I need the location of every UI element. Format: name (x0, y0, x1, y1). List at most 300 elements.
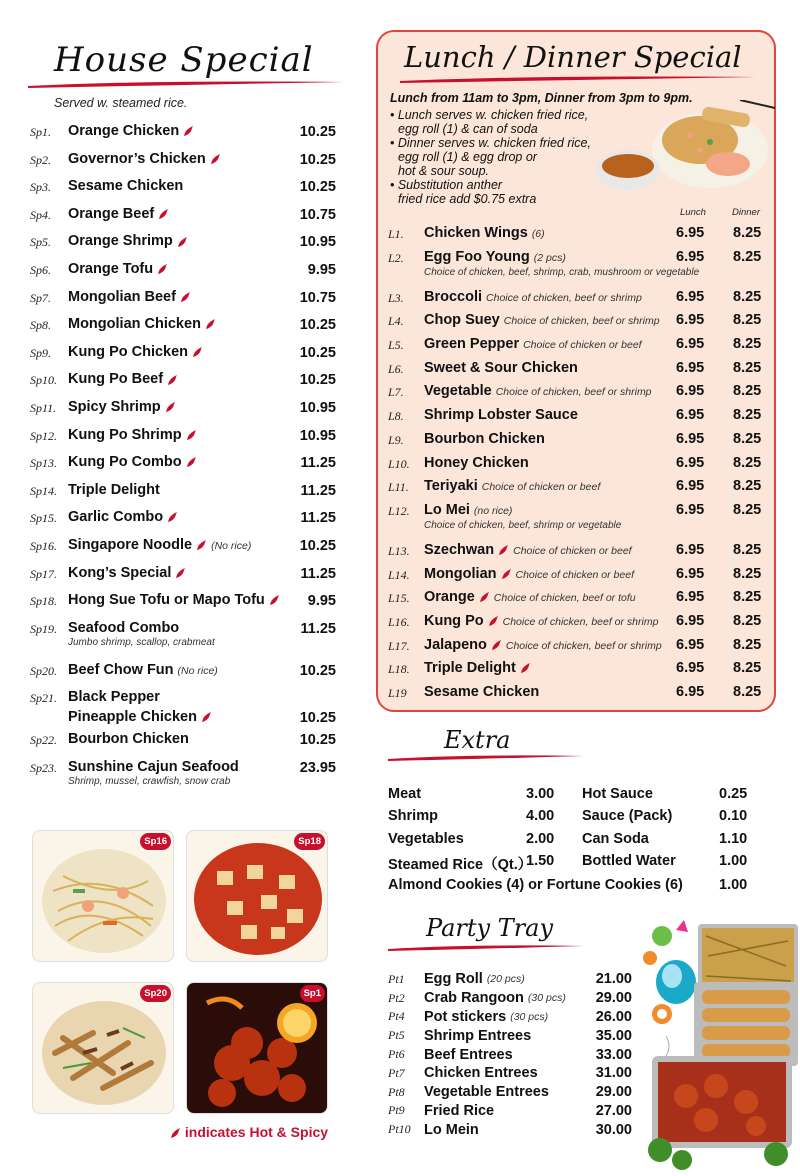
item-code: L9. (388, 432, 404, 447)
lunch-price: 6.95 (676, 660, 705, 677)
hot-spicy-pepper-icon (157, 208, 169, 220)
lunch-dinner-item (388, 563, 764, 587)
item-body (68, 286, 336, 306)
extra-title: Extra (444, 726, 511, 754)
lunch-price: 6.95 (676, 359, 705, 376)
singapore-noodle-photo-icon (33, 831, 174, 962)
dinner-price: 8.25 (733, 454, 762, 471)
lunch-dinner-item (388, 634, 764, 658)
item-code: Sp10. (30, 373, 57, 388)
dinner-price: 8.25 (733, 684, 762, 700)
lunch-dinner-item (388, 586, 764, 610)
title-underline-swoosh (386, 942, 586, 954)
party-tray-item (388, 1064, 632, 1083)
item-note: Choice of chicken, beef or shrimp (486, 291, 642, 304)
item-name-line (68, 286, 336, 306)
item-name-line (68, 396, 336, 416)
item-code: Sp5. (30, 235, 51, 250)
item-code: Pt5 (388, 1028, 405, 1043)
item-note: Choice of chicken, beef or shrimp (502, 615, 659, 628)
item-name: Sesame Chicken (424, 684, 540, 700)
item-note: (no rice) (473, 504, 513, 517)
item-price: 10.25 (299, 317, 336, 334)
item-code: Sp19. (30, 621, 57, 636)
item-price: 10.25 (299, 344, 336, 361)
dinner-price: 8.25 (733, 636, 762, 653)
house-special-item (30, 756, 336, 798)
extra-item (388, 831, 464, 847)
item-note: (30 pcs) (527, 992, 566, 1005)
house-special-item (30, 424, 336, 452)
item-code: L14. (388, 567, 410, 582)
lunch-combo-photo-icon (590, 100, 776, 200)
item-code: Pt9 (388, 1103, 405, 1118)
item-code: Sp4. (30, 207, 51, 222)
item-code: Sp7. (30, 290, 51, 305)
house-special-item (30, 396, 336, 424)
photo-orange-chicken (186, 982, 328, 1114)
item-code: L16. (388, 614, 410, 629)
house-special-item (30, 686, 336, 728)
party-tray-photo-icon (636, 906, 800, 1176)
item-name: Shrimp Entrees (424, 1027, 532, 1044)
house-special-item (30, 534, 336, 562)
item-price: 35.00 (595, 1027, 632, 1044)
item-body (424, 380, 764, 401)
house-special-item (30, 203, 336, 231)
extra-item-price: 1.00 (719, 877, 748, 893)
item-body (424, 357, 764, 377)
note-line: egg roll (1) & can of soda (398, 122, 538, 136)
party-tray-item (388, 970, 632, 989)
item-name: Bourbon Chicken (68, 731, 189, 748)
item-price: 23.95 (299, 759, 336, 776)
item-note: Choice of chicken, beef or tofu (493, 592, 636, 605)
extra-item-name: Hot Sauce (582, 786, 653, 802)
item-note: (20 pcs) (486, 973, 525, 986)
item-code: L7. (388, 385, 404, 400)
item-price: 10.75 (299, 289, 336, 306)
item-name: Kung Po Chicken (68, 343, 189, 360)
hot-spicy-pepper-icon (191, 346, 203, 358)
item-name: Kung Po Combo (68, 454, 182, 471)
house-special-item (30, 313, 336, 341)
item-note: Choice of chicken or beef (513, 544, 632, 557)
item-name: Teriyaki (424, 478, 478, 495)
item-name: Garlic Combo (68, 509, 164, 526)
lunch-price: 6.95 (676, 248, 705, 265)
note-line: fried rice add $0.75 extra (398, 192, 537, 206)
item-code: Sp15. (30, 511, 57, 526)
item-name-line (68, 617, 336, 637)
extra-item-name: Shrimp (388, 808, 438, 824)
item-code: Sp18. (30, 594, 57, 609)
item-description: Choice of chicken, beef, shrimp, crab, mushroom or vegetable (424, 266, 700, 278)
item-code: Sp23. (30, 760, 57, 775)
house-special-item (30, 659, 336, 687)
orange-chicken-photo-icon (187, 983, 328, 1114)
item-code: Pt6 (388, 1047, 405, 1062)
hot-spicy-pepper-icon (195, 539, 207, 551)
item-name-line (68, 120, 336, 140)
item-name: Sesame Chicken (68, 178, 184, 195)
item-price: 21.00 (595, 971, 632, 988)
note-line: hot & sour soup. (398, 164, 490, 178)
house-special-item (30, 451, 336, 479)
item-price: 11.25 (300, 455, 336, 472)
extra-item-price: 1.00 (719, 853, 748, 869)
item-description: Choice of chicken, beef, shrimp or vegetable (424, 519, 622, 531)
item-code: L15. (388, 591, 410, 606)
item-name: Kung Po (424, 612, 484, 629)
lunch-dinner-item (388, 610, 764, 634)
item-name: Triple Delight (424, 660, 516, 677)
item-name-line (68, 341, 336, 361)
hot-spicy-pepper-icon (185, 429, 197, 441)
item-name: Jalapeno (424, 636, 487, 653)
item-name-line (68, 368, 336, 388)
item-price: 9.95 (307, 593, 336, 610)
dinner-price: 8.25 (733, 565, 762, 582)
extra-item (388, 853, 532, 874)
extra-item-price: 0.10 (719, 808, 748, 824)
extra-item (582, 786, 653, 802)
house-special-item (30, 479, 336, 507)
item-body (68, 120, 336, 140)
lunch-column-header: Lunch (680, 207, 706, 218)
item-body (68, 368, 336, 388)
dinner-price: 8.25 (733, 248, 762, 265)
hot-spicy-pepper-icon (490, 639, 502, 651)
lunch-price: 6.95 (676, 288, 705, 305)
house-special-item (30, 258, 336, 286)
item-name-line (68, 562, 336, 582)
item-name: Green Pepper (424, 336, 520, 353)
item-code: Pt2 (388, 990, 405, 1005)
item-name: Shrimp Lobster Sauce (424, 407, 578, 424)
item-code: Pt4 (388, 1009, 405, 1024)
item-name-line (424, 404, 764, 424)
hot-spicy-legend (166, 1124, 328, 1140)
item-price: 11.25 (300, 510, 336, 527)
dinner-price: 8.25 (733, 407, 762, 424)
lunch-price: 6.95 (676, 541, 705, 558)
item-name-line (68, 175, 336, 195)
lunch-price: 6.95 (676, 478, 705, 495)
party-tray-item (388, 989, 632, 1008)
item-body (424, 634, 764, 655)
item-name: Mongolian Chicken (68, 316, 201, 333)
item-name: Lo Mei (424, 501, 470, 518)
item-body (68, 451, 336, 471)
item-name: Szechwan (424, 541, 495, 558)
party-tray-item (388, 1102, 632, 1121)
item-body (68, 617, 336, 649)
item-code: Sp9. (30, 345, 51, 360)
item-name-line (424, 586, 764, 607)
hot-spicy-legend-text: indicates Hot & Spicy (184, 1124, 329, 1140)
extra-item-price: 3.00 (526, 786, 555, 802)
extra-item (582, 808, 672, 824)
extra-item-name: Bottled Water (582, 853, 676, 869)
item-price: 31.00 (595, 1065, 632, 1082)
item-code: Pt1 (388, 971, 405, 986)
extra-item (388, 877, 683, 893)
item-body (68, 506, 336, 526)
item-name: Bourbon Chicken (424, 430, 545, 447)
item-name: Orange Chicken (68, 123, 180, 139)
item-code: L10. (388, 456, 410, 471)
item-price: 10.25 (299, 537, 336, 554)
dinner-price: 8.25 (733, 225, 762, 241)
item-code: Pt8 (388, 1084, 405, 1099)
house-special-item (30, 120, 336, 148)
extra-item-price: 0.25 (719, 786, 748, 802)
lunch-dinner-item (388, 246, 764, 286)
item-code: Sp20. (30, 663, 57, 678)
item-code: L5. (388, 338, 404, 353)
lunch-dinner-item (388, 499, 764, 539)
note-line: • Substitution anther (390, 178, 503, 192)
item-code: L18. (388, 662, 410, 677)
photo-badge: Sp16 (140, 833, 171, 850)
party-tray-item (388, 1083, 632, 1102)
hot-spicy-pepper-icon (185, 456, 197, 468)
extra-item-name: Sauce (Pack) (582, 808, 673, 824)
lunch-dinner-item (388, 309, 764, 333)
item-name-line (424, 657, 764, 677)
item-name-line (68, 203, 336, 223)
photo-singapore-noodle (32, 830, 174, 962)
house-special-item (30, 230, 336, 258)
lunch-price: 6.95 (676, 336, 705, 353)
item-body (424, 586, 764, 607)
item-code: Sp1. (30, 125, 51, 139)
item-name: Chicken Wings (424, 225, 528, 241)
lunch-price: 6.95 (676, 612, 705, 629)
item-code: Sp8. (30, 318, 51, 333)
dinner-price: 8.25 (733, 660, 762, 677)
item-code: Sp22. (30, 733, 57, 748)
item-price: 11.25 (300, 482, 336, 499)
party-tray-title: Party Tray (426, 914, 554, 942)
hot-spicy-pepper-icon (204, 318, 216, 330)
hot-spicy-pepper-icon (166, 511, 178, 523)
pepper-icon (169, 1127, 181, 1139)
item-name-line (68, 230, 336, 250)
item-body (424, 452, 764, 472)
hot-spicy-pepper-icon (497, 544, 509, 556)
item-description: Jumbo shrimp, scallop, crabmeat (68, 636, 215, 648)
item-name: Governor’s Chicken (68, 150, 206, 167)
item-name: Spicy Shrimp (68, 398, 161, 415)
dinner-price: 8.25 (733, 478, 762, 495)
item-price: 29.00 (595, 990, 632, 1007)
dinner-price: 8.25 (733, 589, 762, 606)
hot-spicy-pepper-icon (164, 401, 176, 413)
item-name: Mongolian Beef (68, 288, 176, 305)
item-code: L13. (388, 543, 410, 558)
item-code: Sp16. (30, 538, 57, 553)
item-name: Orange Shrimp (68, 233, 173, 250)
item-body (68, 148, 336, 168)
dinner-price: 8.25 (733, 541, 762, 558)
item-body (68, 203, 336, 223)
item-price: 10.25 (299, 372, 336, 389)
item-name-line (68, 686, 336, 706)
hot-spicy-pepper-icon (209, 153, 221, 165)
item-note: Choice of chicken or beef (523, 339, 642, 352)
item-price: 10.95 (299, 399, 336, 416)
item-body (68, 756, 336, 788)
hot-spicy-pepper-icon (176, 236, 188, 248)
lunch-dinner-item (388, 475, 764, 499)
lunch-dinner-item (388, 333, 764, 357)
photo-mapo-tofu (186, 830, 328, 962)
beef-chow-fun-photo-icon (33, 983, 174, 1114)
lunch-price: 6.95 (676, 636, 705, 653)
item-name-line (68, 589, 336, 609)
note-line: egg roll (1) & egg drop or (398, 150, 537, 164)
hot-spicy-pepper-icon (487, 615, 499, 627)
item-code: L8. (388, 409, 404, 424)
item-name: Sweet & Sour Chicken (424, 359, 578, 376)
item-price: 10.75 (299, 206, 336, 223)
item-body (68, 424, 336, 444)
hot-spicy-pepper-icon (519, 662, 531, 674)
lunch-dinner-title: Lunch / Dinner Special (404, 40, 742, 74)
house-special-item (30, 148, 336, 176)
item-code: L17. (388, 638, 410, 653)
item-name-line (424, 475, 764, 496)
item-description: Shrimp, mussel, crawfish, snow crab (68, 775, 231, 787)
item-note: (30 pcs) (510, 1010, 549, 1023)
item-body (424, 246, 764, 279)
item-name: Singapore Noodle (68, 536, 193, 553)
item-name-line (68, 506, 336, 526)
mapo-tofu-photo-icon (187, 831, 328, 962)
title-underline-swoosh (398, 72, 758, 86)
item-code: Sp6. (30, 262, 51, 277)
item-body (68, 230, 336, 250)
item-code: L11. (388, 480, 409, 495)
lunch-price: 6.95 (676, 589, 705, 606)
item-body (68, 313, 336, 333)
item-body (68, 341, 336, 361)
item-body (68, 258, 336, 278)
item-name: Kung Po Shrimp (68, 426, 182, 443)
item-name-line (424, 286, 764, 307)
extra-item-name: Steamed Rice（Qt.） (388, 857, 533, 873)
item-name: Chop Suey (424, 312, 500, 329)
note-line: • Lunch serves w. chicken fried rice, (390, 108, 589, 122)
lunch-price: 6.95 (676, 684, 705, 700)
lunch-price: 6.95 (676, 430, 705, 447)
item-name-line (424, 333, 764, 354)
item-note: Choice of chicken, beef or shrimp (505, 639, 662, 652)
item-name-line (68, 756, 336, 776)
item-note: Choice of chicken, beef or shrimp (495, 386, 652, 399)
item-code: L2. (388, 250, 404, 265)
dinner-price: 8.25 (733, 359, 762, 376)
item-name-line (424, 309, 764, 330)
item-name-line (68, 148, 336, 168)
photo-beef-chow-fun (32, 982, 174, 1114)
item-price: 10.25 (299, 124, 336, 140)
house-special-list (30, 120, 336, 798)
house-special-subtitle: Served w. steamed rice. (54, 96, 188, 110)
house-special-item (30, 286, 336, 314)
item-note: (2 pcs) (533, 251, 566, 264)
item-name: Seafood Combo (68, 619, 180, 636)
item-name: Vegetable (424, 383, 492, 400)
item-name-line (424, 357, 764, 377)
item-price: 11.25 (300, 565, 336, 582)
item-price: 10.25 (299, 179, 336, 196)
item-body (424, 657, 764, 677)
item-code: Sp2. (30, 152, 51, 167)
item-name-line (424, 499, 764, 520)
lunch-dinner-hours: Lunch from 11am to 3pm, Dinner from 3pm to 9pm. (390, 91, 693, 105)
item-body (68, 175, 336, 195)
item-code: L1. (388, 227, 404, 241)
item-body (424, 404, 764, 424)
title-underline-swoosh (386, 752, 586, 764)
item-code: Sp14. (30, 483, 57, 498)
lunch-dinner-list (388, 222, 764, 705)
item-price: 10.25 (299, 710, 336, 727)
item-name-line (68, 258, 336, 278)
item-body (424, 539, 764, 560)
item-price: 10.25 (299, 151, 336, 168)
hot-spicy-pepper-icon (156, 263, 168, 275)
item-name: Broccoli (424, 288, 483, 305)
house-special-item (30, 589, 336, 617)
item-code: Sp13. (30, 456, 57, 471)
item-name-line (68, 534, 336, 555)
item-body (68, 686, 336, 726)
extra-item-price: 4.00 (526, 808, 555, 824)
item-body (68, 396, 336, 416)
item-price: 33.00 (595, 1046, 632, 1063)
dinner-price: 8.25 (733, 501, 762, 518)
item-name-line (424, 610, 764, 631)
house-special-item (30, 728, 336, 756)
item-body (424, 681, 764, 701)
lunch-dinner-item (388, 357, 764, 381)
extra-item-name: Vegetables (388, 831, 464, 847)
item-body (424, 222, 764, 243)
extra-item-price: 2.00 (526, 831, 555, 847)
item-price: 29.00 (595, 1084, 632, 1101)
item-name-line (424, 681, 764, 701)
item-code: Sp17. (30, 566, 57, 581)
item-name-line (424, 428, 764, 448)
hot-spicy-pepper-icon (268, 594, 280, 606)
lunch-dinner-item (388, 681, 764, 705)
item-name: Sunshine Cajun Seafood (68, 758, 239, 775)
item-name-line (424, 634, 764, 655)
extra-item-price: 1.10 (719, 831, 748, 847)
item-body (68, 728, 336, 748)
item-name-line (424, 563, 764, 584)
item-code: L3. (388, 290, 404, 305)
house-special-item (30, 562, 336, 590)
item-body (424, 333, 764, 354)
lunch-dinner-item (388, 657, 764, 681)
item-name: Honey Chicken (424, 454, 529, 471)
item-name: Beef Entrees (424, 1046, 513, 1063)
